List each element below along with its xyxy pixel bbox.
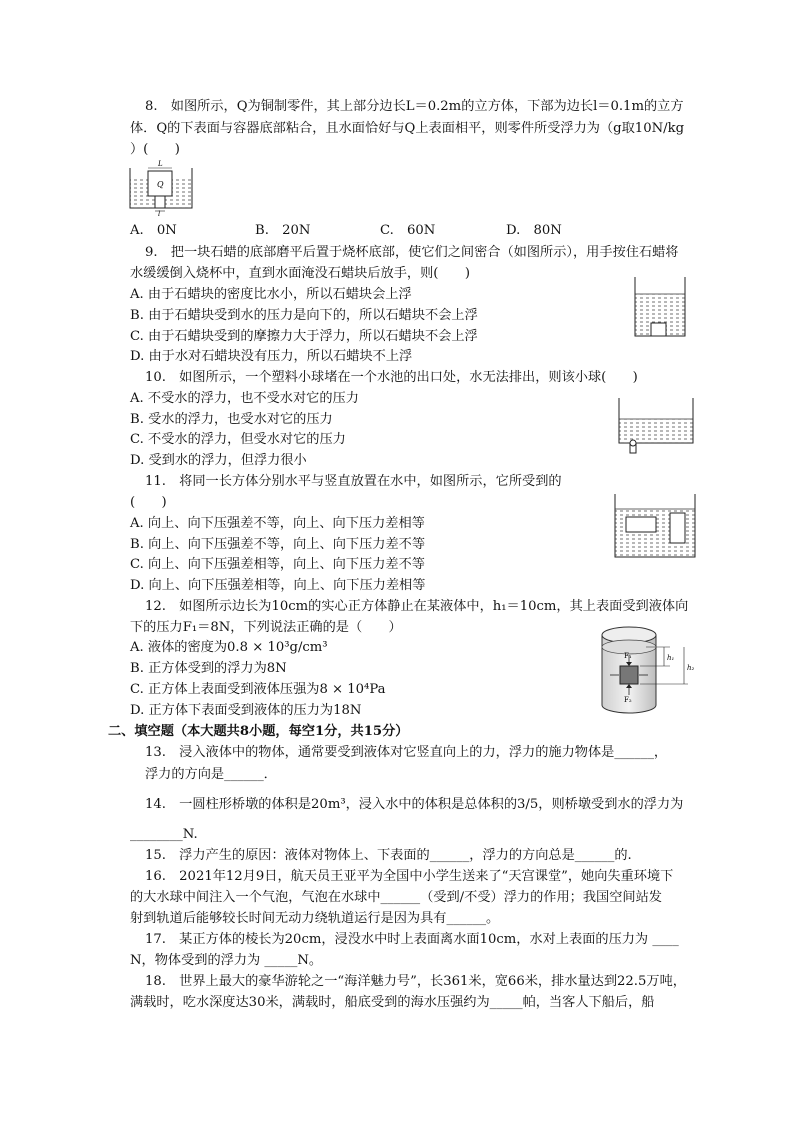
q8-line3: ）( ) bbox=[130, 142, 180, 157]
q9-option-a: A. 由于石蜡块的密度比水小，所以石蜡块会上浮 bbox=[130, 287, 412, 302]
q9-line2: 水缓缓倒入烧杯中，直到水面淹没石蜡块后放手，则( ) bbox=[130, 266, 470, 281]
q9-line1: 9. 把一块石蜡的底部磨平后置于烧杯底部，使它们之间密合（如图所示），用手按住石蜡将 bbox=[145, 245, 679, 260]
q8-fig-Q: Q bbox=[157, 180, 164, 189]
q8-fig-l: l bbox=[158, 210, 161, 216]
q12-option-d: D. 正方体下表面受到液体的压力为18N bbox=[130, 703, 362, 718]
q10-figure bbox=[618, 397, 694, 457]
q12-fig-F2: F₂ bbox=[624, 696, 632, 704]
q18-line1: 18. 世界上最大的豪华游轮之一“海洋魅力号”，长361米，宽66米，排水量达到22.5万吨， bbox=[145, 974, 686, 989]
q12-figure bbox=[598, 625, 698, 717]
q14-line2: ________N. bbox=[130, 827, 198, 842]
q11-line1: 11. 将同一长方体分别水平与竖直放置在水中，如图所示，它所受到的 bbox=[145, 474, 562, 489]
q8-option-d: D. 80N bbox=[506, 223, 562, 238]
q16-line1: 16. 2021年12月9日，航天员王亚平为全国中小学生送来了“天宫课堂”，她向失重环境下 bbox=[145, 869, 674, 884]
q12-line2: 下的压力F₁＝8N，下列说法正确的是（ ） bbox=[130, 620, 402, 635]
q8-option-c: C. 60N bbox=[380, 223, 436, 238]
q12-fig-h1: h₁ bbox=[667, 654, 675, 662]
q11-figure bbox=[614, 493, 696, 559]
q8-figure bbox=[128, 158, 194, 216]
q11-option-b: B. 向上、向下压强差不等，向上、向下压力差不等 bbox=[130, 537, 426, 552]
q9-figure bbox=[634, 276, 686, 338]
q11-option-d: D. 向上、向下压强差相等，向上、向下压力差相等 bbox=[130, 578, 426, 593]
q10-option-b: B. 受水的浮力，也受水对它的压力 bbox=[130, 412, 333, 427]
q13-line2: 浮力的方向是______． bbox=[145, 767, 277, 782]
section-2-heading: 二、填空题（本大题共8小题，每空1分，共15分） bbox=[108, 724, 409, 739]
q18-line2: 满载时，吃水深度达30米，满载时，船底受到的海水压强约为_____帕，当客人下船后，船 bbox=[130, 995, 655, 1010]
q12-option-c: C. 正方体上表面受到液体压强为8 × 10⁴Pa bbox=[130, 682, 386, 697]
q10-option-c: C. 不受水的浮力，但受水对它的压力 bbox=[130, 432, 346, 447]
q12-option-a: A. 液体的密度为0.8 × 10³g/cm³ bbox=[130, 640, 328, 655]
q9-option-b: B. 由于石蜡块受到水的压力是向下的，所以石蜡块不会上浮 bbox=[130, 308, 478, 323]
q8-option-b: B. 20N bbox=[255, 223, 311, 238]
q17-line1: 17. 某正方体的棱长为20cm，浸没水中时上表面离水面10cm，水对上表面的压力为 ____ bbox=[145, 932, 679, 947]
q8-fig-L: L bbox=[158, 160, 163, 168]
q13-line1: 13. 浸入液体中的物体，通常要受到液体对它竖直向上的力，浮力的施力物体是______， bbox=[145, 745, 668, 760]
q11-option-a: A. 向上、向下压强差不等，向上、向下压力差相等 bbox=[130, 516, 425, 531]
q9-option-c: C. 由于石蜡块受到的摩擦力大于浮力，所以石蜡块不会上浮 bbox=[130, 329, 478, 344]
q8-line1: 8. 如图所示，Q为铜制零件，其上部分边长L＝0.2m的立方体，下部为边长l＝0.1m的立方 bbox=[145, 99, 684, 114]
q11-line2: ( ) bbox=[130, 495, 167, 510]
q12-fig-F1: F₁ bbox=[624, 652, 632, 660]
q9-option-d: D. 由于水对石蜡块没有压力，所以石蜡块不上浮 bbox=[130, 349, 413, 364]
q16-line2: 的大水球中间注入一个气泡，气泡在水球中______（受到/不受）浮力的作用；我国空间站发 bbox=[130, 890, 662, 905]
q16-line3: 射到轨道后能够较长时间无动力绕轨道运行是因为具有______。 bbox=[130, 911, 500, 926]
q17-line2: N，物体受到的浮力为 _____N。 bbox=[130, 953, 323, 968]
q15-line1: 15. 浮力产生的原因：液体对物体上、下表面的______，浮力的方向总是______的. bbox=[145, 848, 632, 863]
q12-fig-h2: h₂ bbox=[687, 664, 695, 672]
q12-option-b: B. 正方体受到的浮力为8N bbox=[130, 661, 287, 676]
q10-line1: 10. 如图所示，一个塑料小球堵在一个水池的出口处，水无法排出，则该小球( ) bbox=[145, 370, 638, 385]
q11-option-c: C. 向上、向下压强差相等，向上、向下压力差不等 bbox=[130, 557, 425, 572]
q8-option-a: A. 0N bbox=[130, 223, 177, 238]
q10-option-a: A. 不受水的浮力，也不受水对它的压力 bbox=[130, 391, 359, 406]
q10-option-d: D. 受到水的浮力，但浮力很小 bbox=[130, 453, 307, 468]
q14-line1: 14. 一圆柱形桥墩的体积是20m³，浸入水中的体积是总体积的3/5，则桥墩受到水的浮力为 bbox=[145, 797, 684, 812]
q12-line1: 12. 如图所示边长为10cm的实心正方体静止在某液体中，h₁＝10cm，其上表面受到液体向 bbox=[145, 599, 689, 614]
q8-line2: 体．Q的下表面与容器底部粘合，且水面恰好与Q上表面相平，则零件所受浮力为（g取10N/kg bbox=[130, 121, 685, 136]
